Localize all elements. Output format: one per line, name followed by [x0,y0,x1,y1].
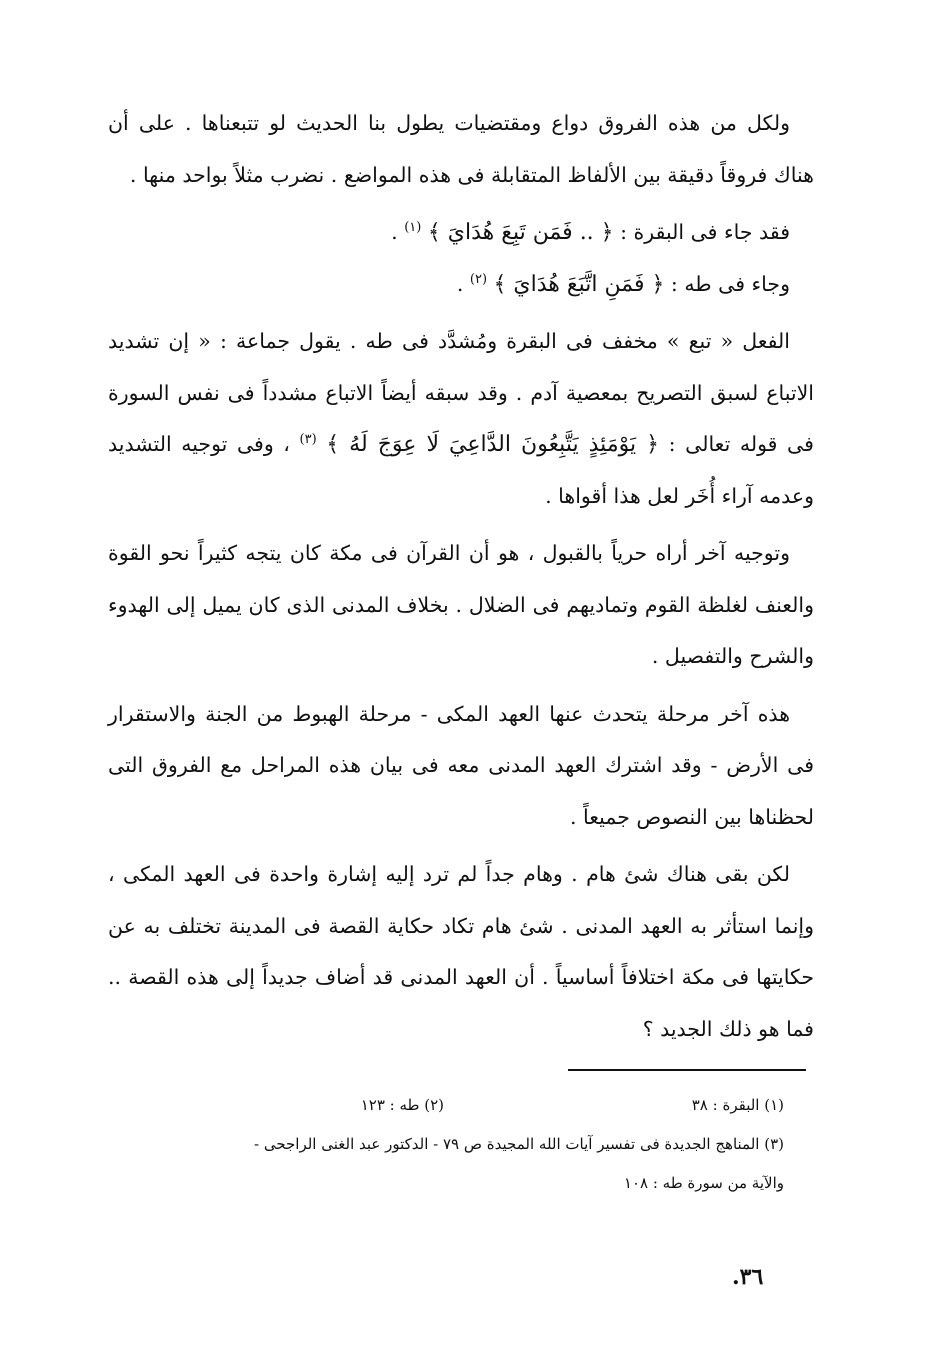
footnote-3: (٣) المناهج الجديدة فى تفسير آيات الله المجيدة ص ٧٩ - الدكتور عبد الغنى الراجحى - [253,1135,784,1153]
paragraph-text: الفعل « تبع » مخفف فى البقرة ومُشدَّد فى طه . يقول جماعة : « إن تشديد الاتباع لسبق التصريح بمعصية آدم . وقد سبقه أيضاً الاتباع مشدداً فى نفس السورة فى قوله تعالى : [108,329,814,456]
verse-end: . [391,220,398,244]
quran-verse: ﴿ يَوْمَئِذٍ يَتَّبِعُونَ الدَّاعِيَ لَا عِوَجَ لَهُ ﴾ [326,432,660,457]
verse-prefix: وجاء فى طه : [670,271,790,296]
verse-end: . [456,271,464,296]
main-text [108,98,814,1055]
paragraph-jadid: لكن بقى هناك شئ هام . وهام جداً لم ترد إليه إشارة واحدة فى العهد المكى ، وإنما استأثر به العهد المدنى . شئ هام تكاد حكاية القصة فى المدينة تختلف به عن حكايتها فى مكة اختلافاً أساسياً . أن العهد المدنى قد أضاف جديداً إلى هذه القصة .. فما هو ذلك الجديد ؟ [108,862,814,1041]
footnote-row [100,1086,806,1125]
paragraph-tawjih: وتوجيه آخر أراه حرياً بالقبول ، هو أن القرآن فى مكة كان يتجه كثيراً نحو القوة والعنف لغلظة القوم وتماديهم فى الضلال . بخلاف المدنى الذى كان يميل إلى الهدوء والشرح والتفصيل . [108,541,814,668]
footnotes [100,1086,806,1203]
verse-prefix: فقد جاء فى البقرة : [620,220,790,244]
paragraph-intro: ولكل من هذه الفروق دواع ومقتضيات يطول بنا الحديث لو تتبعناها . على أن هناك فروقاً دقيقة بين الألفاظ المتقابلة فى هذه المواضع . نضرب مثلاً بواحد منها . [108,111,814,187]
footnote-3-continued: والآية من سورة طه : ١٠٨ [623,1174,784,1192]
paragraph-tashdid [108,316,814,522]
page-number: ٣٦. [732,1264,764,1290]
footnote-1: (١) البقرة : ٣٨ [691,1096,784,1114]
quran-verse: ﴿ فَمَنِ اتَّبَعَ هُدَايَ ﴾ [493,271,665,297]
verse-line-taha [108,259,814,311]
footnote-ref: (١) [404,220,422,235]
paragraph-text: ، وفى توجيه التشديد وعدمه آراء أُخَر لعل هذا أقواها . [108,432,814,508]
footnote-separator [568,1069,806,1071]
quran-verse: ﴿ .. فَمَن تَبِعَ هُدَايَ ﴾ [427,220,614,245]
footnote-ref: (٣) [299,432,317,447]
verse-line-baqara [108,207,814,259]
footnote-2: (٢) طه : ١٢٣ [360,1096,444,1114]
footnote-ref: (٢) [469,271,488,287]
paragraph-marhala: هذه آخر مرحلة يتحدث عنها العهد المكى - مرحلة الهبوط من الجنة والاستقرار فى الأرض - وقد اشترك العهد المدنى معه فى بيان هذه المراحل مع الفروق التى لحظناها بين النصوص جميعاً . [108,701,814,829]
